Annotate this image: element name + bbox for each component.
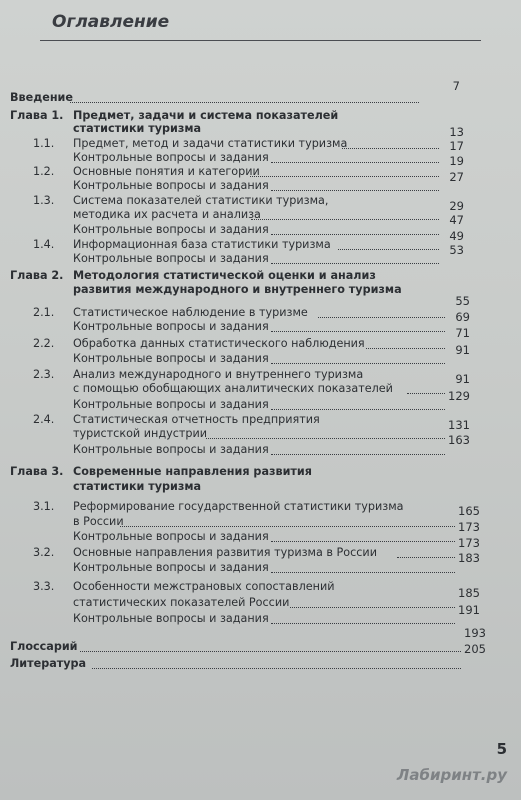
toc-page-s3-1q: 173 xyxy=(458,520,480,534)
toc-num-ch1: Глава 1. xyxy=(10,109,64,122)
toc-label-s3-2q: Контрольные вопросы и задания xyxy=(73,561,269,574)
toc-num-s1-3: 1.3. xyxy=(33,194,55,207)
toc-label-s1-3: Система показателей статистики туризма, xyxy=(73,194,329,207)
leader-s2-3q xyxy=(271,409,445,410)
toc-page-s3-2: 173 xyxy=(458,536,480,550)
toc-num-s1-4: 1.4. xyxy=(33,238,55,251)
toc-num-ch3: Глава 3. xyxy=(10,465,64,478)
toc-label-s1-2: Основные понятия и категории xyxy=(73,165,260,178)
leader-s1-4q xyxy=(271,263,439,264)
toc-label-vvedenie: Введение xyxy=(10,91,73,104)
leader-s3-3 xyxy=(290,607,455,608)
toc-label2-s2-4: туристской индустрии xyxy=(73,427,208,440)
toc-page-s2-1q: 69 xyxy=(455,310,470,324)
toc-label2-ch2: развития международного и внутреннего туризма xyxy=(73,283,402,296)
toc-label-s3-3q: Контрольные вопросы и задания xyxy=(73,612,269,625)
leader-s2-1q xyxy=(271,331,445,332)
toc-label-s2-4: Статистическая отчетность предприятия xyxy=(73,413,320,426)
page-number: 5 xyxy=(496,740,507,758)
toc-title: Оглавление xyxy=(52,12,170,32)
leader-s3-3q xyxy=(271,623,455,624)
toc-label-literature: Литература xyxy=(10,657,87,670)
toc-page-s1-1: 13 xyxy=(449,125,464,139)
leader-s3-2q xyxy=(271,572,455,573)
toc-page-s2-2: 71 xyxy=(455,326,470,340)
toc-label2-ch3: статистики туризма xyxy=(73,480,202,493)
toc-num-s1-1: 1.1. xyxy=(33,137,55,150)
leader-s3-1 xyxy=(120,526,455,527)
title-rule xyxy=(40,40,481,41)
leader-vvedenie xyxy=(70,102,419,103)
toc-label-s3-2: Основные направления развития туризма в России xyxy=(73,546,377,559)
toc-page-s1-2: 19 xyxy=(449,154,464,168)
leader-s1-1q xyxy=(271,162,439,163)
leader-s3-1q xyxy=(271,541,455,542)
labirint-watermark-logo: Лабиринт.ру xyxy=(396,766,507,784)
toc-label-s1-4q: Контрольные вопросы и задания xyxy=(73,252,269,265)
leader-s2-4q xyxy=(271,454,445,455)
toc-label2-s3-1: в России xyxy=(73,515,124,528)
toc-page-s2-4: 131 xyxy=(448,418,470,432)
leader-literature xyxy=(92,668,461,669)
toc-page-s2-3: 91 xyxy=(455,372,470,386)
toc-num-s2-4: 2.4. xyxy=(33,413,55,426)
toc-num-s2-2: 2.2. xyxy=(33,337,55,350)
toc-page-s2-4q: 163 xyxy=(448,433,470,447)
toc-page-s3-3: 185 xyxy=(458,586,480,600)
toc-page-s2-3q: 129 xyxy=(448,389,470,403)
toc-page-s1-3: 29 xyxy=(449,199,464,213)
toc-page-s1-1q: 17 xyxy=(449,139,464,153)
toc-page-s1-3q: 47 xyxy=(449,213,464,227)
toc-num-s1-2: 1.2. xyxy=(33,165,55,178)
toc-label-s2-3q: Контрольные вопросы и задания xyxy=(73,398,269,411)
toc-page-vvedenie: 7 xyxy=(452,79,460,93)
leader-s2-4 xyxy=(206,438,445,439)
toc-num-s3-1: 3.1. xyxy=(33,500,55,513)
leader-s1-2q xyxy=(271,190,439,191)
toc-page-s3-2q: 183 xyxy=(458,551,480,565)
toc-num-ch2: Глава 2. xyxy=(10,269,64,282)
toc-label-s1-1q: Контрольные вопросы и задания xyxy=(73,151,269,164)
leader-s2-2q xyxy=(271,363,445,364)
toc-page-literature: 205 xyxy=(464,642,486,656)
toc-label-s1-3q: Контрольные вопросы и задания xyxy=(73,223,269,236)
toc-page-s2-1: 55 xyxy=(455,294,470,308)
toc-num-s3-3: 3.3. xyxy=(33,580,55,593)
toc-num-s2-1: 2.1. xyxy=(33,306,55,319)
toc-label-s3-1: Реформирование государственной статистики туризма xyxy=(73,500,404,513)
toc-label-s2-2q: Контрольные вопросы и задания xyxy=(73,352,269,365)
toc-label-ch3: Современные направления развития xyxy=(73,465,312,478)
toc-num-s3-2: 3.2. xyxy=(33,546,55,559)
toc-page-s1-4q: 53 xyxy=(449,243,464,257)
toc-label-ch2: Методология статистической оценки и анализ xyxy=(73,269,376,282)
toc-label-s2-3: Анализ международного и внутреннего туризма xyxy=(73,368,364,381)
toc-label2-ch1: статистики туризма xyxy=(73,122,202,135)
toc-label2-s1-3: методика их расчета и анализа xyxy=(73,208,261,221)
toc-page-s2-2q: 91 xyxy=(455,343,470,357)
toc-label-s1-2q: Контрольные вопросы и задания xyxy=(73,179,269,192)
toc-label-s1-4: Информационная база статистики туризма xyxy=(73,238,331,251)
toc-label-s3-3: Особенности межстрановых сопоставлений xyxy=(73,580,335,593)
toc-label2-s3-3: статистических показателей России xyxy=(73,596,290,609)
toc-page-s1-4: 49 xyxy=(449,229,464,243)
toc-page-s3-1: 165 xyxy=(458,504,480,518)
toc-page-glossary: 193 xyxy=(464,626,486,640)
toc-label-s1-1: Предмет, метод и задачи статистики туризма xyxy=(73,137,348,150)
leader-s2-1 xyxy=(318,317,445,318)
toc-label2-s2-3: с помощью обобщающих аналитических показателей xyxy=(73,382,393,395)
toc-page-s1-2q: 27 xyxy=(449,170,464,184)
toc-label-s2-1q: Контрольные вопросы и задания xyxy=(73,320,269,333)
leader-s1-3 xyxy=(251,219,439,220)
leader-s1-3q xyxy=(271,234,439,235)
toc-label-s2-1: Статистическое наблюдение в туризме xyxy=(73,306,308,319)
toc-label-glossary: Глоссарий xyxy=(10,640,78,653)
toc-num-s2-3: 2.3. xyxy=(33,368,55,381)
toc-label-s2-4q: Контрольные вопросы и задания xyxy=(73,443,269,456)
toc-label-s3-1q: Контрольные вопросы и задания xyxy=(73,530,269,543)
toc-label-ch1: Предмет, задачи и система показателей xyxy=(73,109,339,122)
toc-label-s2-2: Обработка данных статистического наблюдения xyxy=(73,337,365,350)
leader-s1-2 xyxy=(250,176,439,177)
toc-page-s3-3q: 191 xyxy=(458,603,480,617)
leader-glossary xyxy=(80,651,461,652)
